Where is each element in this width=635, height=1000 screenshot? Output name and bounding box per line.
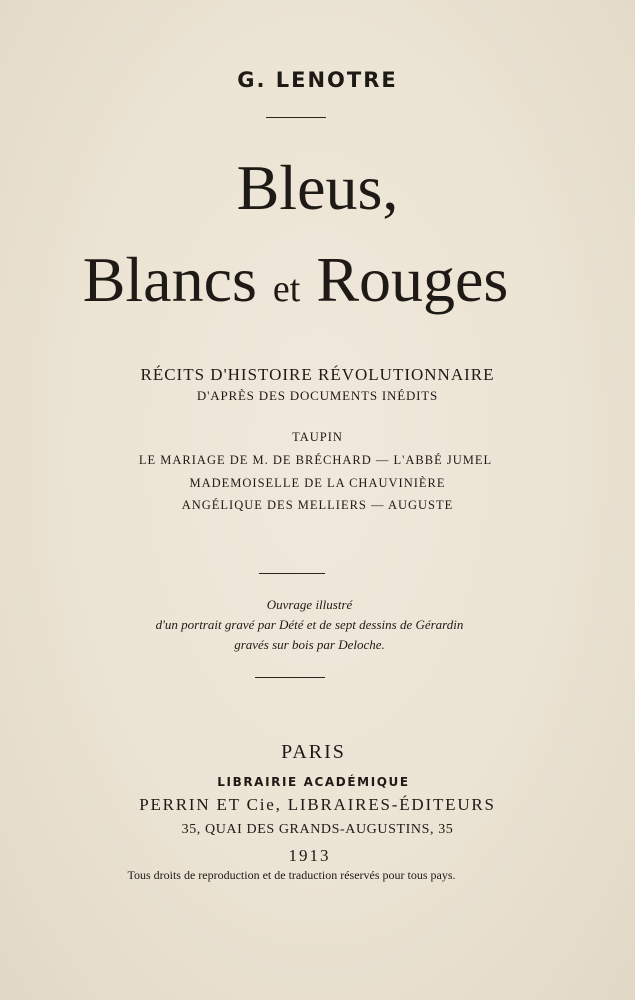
contents-item: ANGÉLIQUE DES MELLIERS — AUGUSTE [181, 498, 454, 512]
illustration-note-3: gravés sur bois par Deloche. [234, 637, 385, 652]
contents-divider [259, 573, 325, 574]
title-line-1: Bleus, [236, 152, 399, 223]
title-word-blancs: Blancs [82, 244, 257, 315]
title-word-et: et [272, 268, 301, 310]
imprint-publisher: PERRIN ET Cie, LIBRAIRES-ÉDITEURS [139, 795, 496, 814]
imprint-address: 35, QUAI DES GRANDS-AUGUSTINS, 35 [181, 822, 454, 837]
contents-item: MADEMOISELLE DE LA CHAUVINIÈRE [189, 476, 446, 490]
imprint-year: 1913 [288, 846, 331, 865]
subtitle-line-1: RÉCITS D'HISTOIRE RÉVOLUTIONNAIRE [140, 365, 495, 384]
contents-item: TAUPIN [292, 430, 343, 444]
imprint-library: LIBRAIRIE ACADÉMIQUE [217, 775, 410, 789]
imprint-rights: Tous droits de reproduction et de traduction réservés pour tous pays. [127, 868, 456, 882]
author-name: G. LENOTRE [237, 68, 398, 92]
title-line-2 [0, 240, 613, 329]
imprint-city: PARIS [281, 741, 346, 763]
author-divider [266, 117, 326, 118]
contents-item: LE MARIAGE DE M. DE BRÉCHARD — L'ABBÉ JUMEL [138, 453, 493, 467]
illustration-divider [255, 677, 325, 678]
subtitle-line-2: D'APRÈS DES DOCUMENTS INÉDITS [196, 388, 439, 403]
illustration-note-1: Ouvrage illustré [266, 597, 353, 612]
title-word-rouges: Rouges [316, 244, 509, 315]
illustration-note-2: d'un portrait gravé par Dété et de sept dessins de Gérardin [155, 617, 464, 632]
